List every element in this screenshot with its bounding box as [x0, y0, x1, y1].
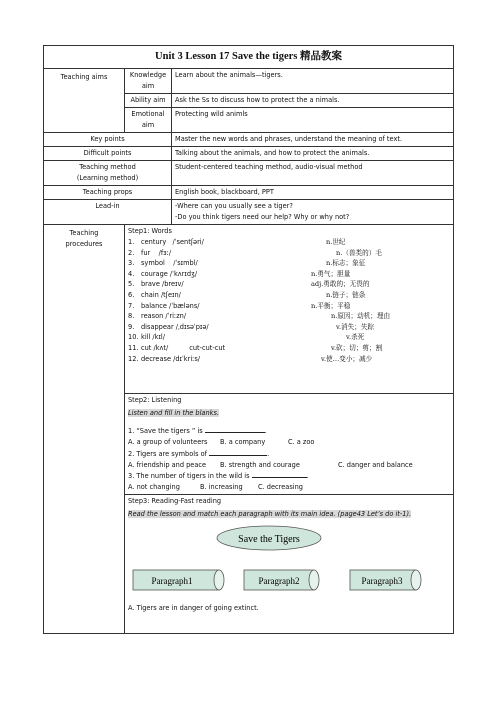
word-meaning: v.砍；切；剪；割	[331, 343, 383, 352]
word-number: 2.	[128, 248, 135, 257]
lesson-plan	[43, 45, 453, 634]
question-2-text: 2. Tigers are symbols of	[128, 449, 207, 458]
question-1: 1. “Save the tigers ” is .	[128, 427, 267, 435]
word-number: 12.	[128, 354, 139, 363]
paragraph-scroll-2	[244, 570, 319, 590]
paragraph-1-label: Paragraph1	[151, 575, 193, 586]
word-meaning: v.消失；失踪	[336, 322, 375, 331]
question-3-blank[interactable]	[252, 470, 307, 478]
lead-in-label: Lead-in	[44, 200, 172, 225]
q3-option-c: C. decreasing	[258, 483, 303, 492]
q1-option-b: B. a company	[220, 438, 266, 446]
lead-in-text	[172, 200, 454, 225]
question-3-options	[128, 482, 450, 493]
teaching-method-text: Student-centered teaching method, audio-visual method	[172, 161, 454, 186]
page-title: Unit 3 Lesson 17 Save the tigers 精品教案	[44, 46, 454, 69]
q1-option-c: C. a zoo	[288, 438, 315, 446]
q2-option-a: A. friendship and peace	[128, 460, 207, 469]
paragraph-3-label: Paragraph3	[361, 575, 403, 586]
teaching-props-text: English book, blackboard, PPT	[172, 186, 454, 200]
word-meaning: n.原因；动机；理由	[331, 312, 391, 321]
key-points-label: Key points	[44, 133, 172, 147]
word-term: symbol /ˈsɪmbl/	[141, 259, 198, 268]
word-row	[128, 311, 450, 322]
paragraph-scroll-1	[133, 570, 224, 590]
word-row	[128, 279, 450, 290]
question-3-text: 3. The number of tigers in the wild is	[128, 472, 250, 481]
word-number: 6.	[128, 290, 135, 299]
word-number: 1.	[128, 238, 135, 246]
ability-aim-label: Ability aim	[125, 94, 172, 108]
word-term: balance /ˈbæləns/	[141, 301, 200, 310]
word-number: 4.	[128, 269, 135, 278]
q2-option-b: B. strength and courage	[220, 460, 300, 469]
step3-cell	[125, 494, 454, 633]
center-label: Save the Tigers	[238, 533, 300, 545]
word-meaning: adj.勇敢的；无畏的	[311, 280, 370, 289]
teaching-method-label: Teaching method (Learning method)	[44, 161, 172, 186]
emotional-aim-text: Protecting wild animls	[172, 108, 454, 133]
word-term: courage /ˈkʌrɪdʒ/	[141, 269, 198, 278]
word-row	[128, 301, 450, 312]
word-meaning: n.平衡；平稳	[311, 301, 351, 310]
word-number: 9.	[128, 322, 135, 331]
word-term: disappear /ˌdɪsəˈpɪə/	[141, 322, 209, 331]
question-1-text: 1. “Save the tigers ” is	[128, 427, 203, 435]
knowledge-aim-label: Knowledge aim	[125, 69, 172, 94]
step2-title: Step2: Listening	[128, 396, 182, 404]
word-term: brave /breɪv/	[141, 280, 184, 289]
word-number: 3.	[128, 259, 135, 268]
option-a-text: A. Tigers are in danger of going extinct.	[128, 603, 259, 612]
paragraph-matching-diagram	[128, 523, 428, 605]
word-meaning: v.使…变小；减少	[321, 354, 373, 363]
word-term: kill /kɪl/	[141, 333, 165, 342]
word-meaning: n.勇气；胆量	[311, 269, 351, 278]
word-meaning: n.链子；链条	[326, 290, 366, 299]
word-meaning: n.标志；象征	[326, 259, 366, 268]
word-list	[128, 237, 450, 364]
word-row	[128, 258, 450, 269]
lesson-plan-table	[43, 45, 454, 634]
question-3: 3. The number of tigers in the wild is .	[128, 472, 309, 481]
q2-option-c: C. danger and balance	[338, 460, 413, 469]
key-points-text: Master the new words and phrases, understand the meaning of text.	[172, 133, 454, 147]
lead-in-question-2: -Do you think tigers need our help? Why or why not?	[175, 213, 350, 221]
q3-option-b: B. increasing	[200, 483, 243, 492]
knowledge-aim-text: Learn about the animals—tigers.	[172, 69, 454, 94]
question-2-options	[128, 460, 450, 471]
word-term: reason /ˈriːzn/	[141, 312, 187, 321]
lead-in-question-1: -Where can you usually see a tiger?	[175, 202, 293, 210]
teaching-props-label: Teaching props	[44, 186, 172, 200]
word-term: decrease /dɪˈkriːs/	[141, 354, 201, 363]
question-1-blank[interactable]	[205, 425, 265, 433]
step1-title: Step1: Words	[128, 227, 172, 235]
word-term: century /ˈsentʃəri/	[141, 238, 204, 246]
q3-option-a: A. not changing	[128, 483, 180, 492]
word-meaning: n.（兽类的）毛	[336, 248, 382, 257]
word-number: 11.	[128, 343, 139, 352]
word-term: cut /kʌt/ cut-cut-cut	[141, 343, 226, 352]
word-row	[128, 269, 450, 280]
step3-title: Step3: Reading-Fast reading	[128, 496, 222, 505]
word-number: 10.	[128, 333, 139, 342]
paragraph-2-label: Paragraph2	[258, 575, 300, 586]
step3-instruction: Read the lesson and match each paragraph with its main idea. (page43 Let’s do it-1).	[128, 509, 412, 518]
q1-option-a: A. a group of volunteers	[128, 438, 208, 446]
ability-aim-text: Ask the Ss to discuss how to protect the a nimals.	[172, 94, 454, 108]
word-row	[128, 248, 450, 259]
step1-cell	[125, 225, 454, 394]
question-2-blank[interactable]	[209, 448, 267, 456]
emotional-aim-label: Emotional aim	[125, 108, 172, 133]
word-term: fur /fɜː/	[141, 248, 172, 257]
word-meaning: v.杀死	[346, 333, 365, 342]
word-row	[128, 237, 450, 248]
word-row	[128, 322, 450, 333]
word-row	[128, 290, 450, 301]
step2-instruction: Listen and fill in the blanks.	[128, 409, 219, 417]
question-1-options	[128, 437, 450, 448]
word-meaning: n.世纪	[326, 238, 346, 246]
word-term: chain /tʃeɪn/	[141, 290, 181, 299]
step2-cell	[125, 394, 454, 495]
word-row	[128, 343, 450, 354]
word-number: 7.	[128, 301, 135, 310]
question-2: 2. Tigers are symbols of .	[128, 449, 270, 458]
word-row	[128, 354, 450, 365]
paragraph-scroll-3	[350, 570, 421, 590]
word-number: 8.	[128, 312, 135, 321]
difficult-points-label: Difficult points	[44, 147, 172, 161]
word-number: 5.	[128, 280, 135, 289]
aims-label: Teaching aims	[44, 69, 125, 133]
procedures-label: Teaching procedures	[44, 225, 125, 634]
word-row	[128, 332, 450, 343]
difficult-points-text: Talking about the animals, and how to protect the animals.	[172, 147, 454, 161]
